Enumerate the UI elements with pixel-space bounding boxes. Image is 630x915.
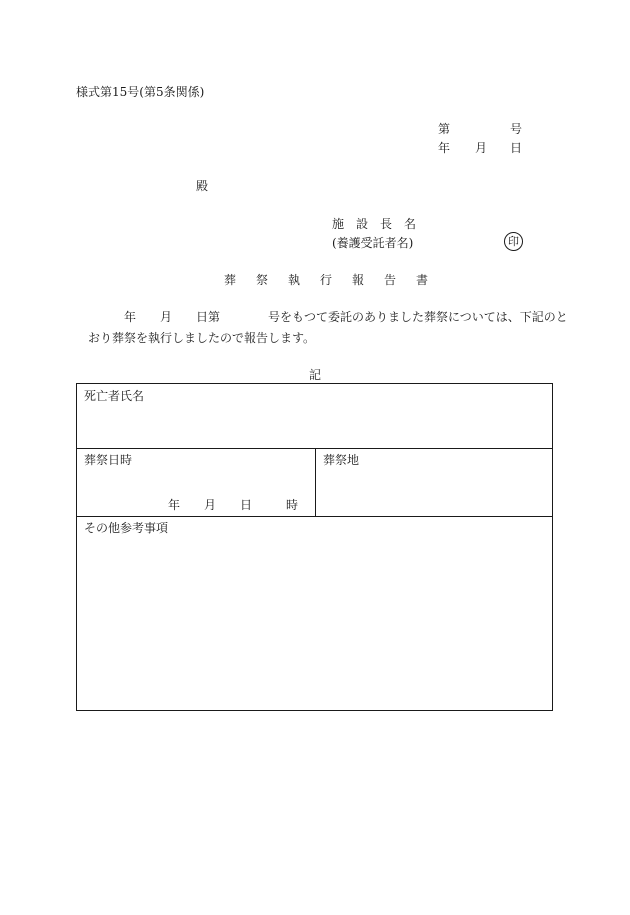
body-line-1 — [76, 310, 568, 332]
funeral-datetime-label: 葬祭日時 — [84, 453, 133, 467]
body-line1-rest: 号をもつて委託のありました葬祭については、下記のと — [268, 310, 568, 324]
body-line2-text: おり葬祭を執行しましたので報告します。 — [88, 331, 316, 345]
trustee-name: (養護受託者名) — [332, 236, 414, 250]
funeral-place-label: 葬祭地 — [323, 453, 360, 467]
deceased-name-label: 死亡者氏名 — [84, 389, 145, 403]
report-body — [76, 310, 568, 353]
dt-year: 年 — [168, 498, 181, 512]
ki-heading: 記 — [309, 368, 322, 382]
addressee-dono: 殿 — [196, 179, 209, 193]
ref-go: 号 — [510, 122, 523, 136]
date-month: 月 — [475, 141, 488, 155]
body-line-2 — [76, 332, 556, 353]
table-divider-2 — [77, 516, 552, 517]
dt-month: 月 — [204, 498, 217, 512]
seal-mark: 印 — [504, 232, 523, 251]
date-day: 日 — [510, 141, 523, 155]
body-month: 月 — [160, 310, 173, 324]
dt-day: 日 — [240, 498, 253, 512]
dt-hour: 時 — [286, 498, 299, 512]
table-vertical-divider — [315, 448, 316, 516]
body-day-dai: 日第 — [196, 310, 221, 324]
facility-head-name: 施設長名 — [332, 217, 429, 231]
form-number: 様式第15号(第5条関係) — [76, 85, 205, 99]
document-title: 葬祭執行報告書 — [224, 273, 449, 287]
date-year: 年 — [438, 141, 451, 155]
ref-dai: 第 — [438, 122, 451, 136]
other-notes-label: その他参考事項 — [84, 521, 169, 535]
report-table — [76, 383, 553, 711]
body-year: 年 — [124, 310, 137, 324]
